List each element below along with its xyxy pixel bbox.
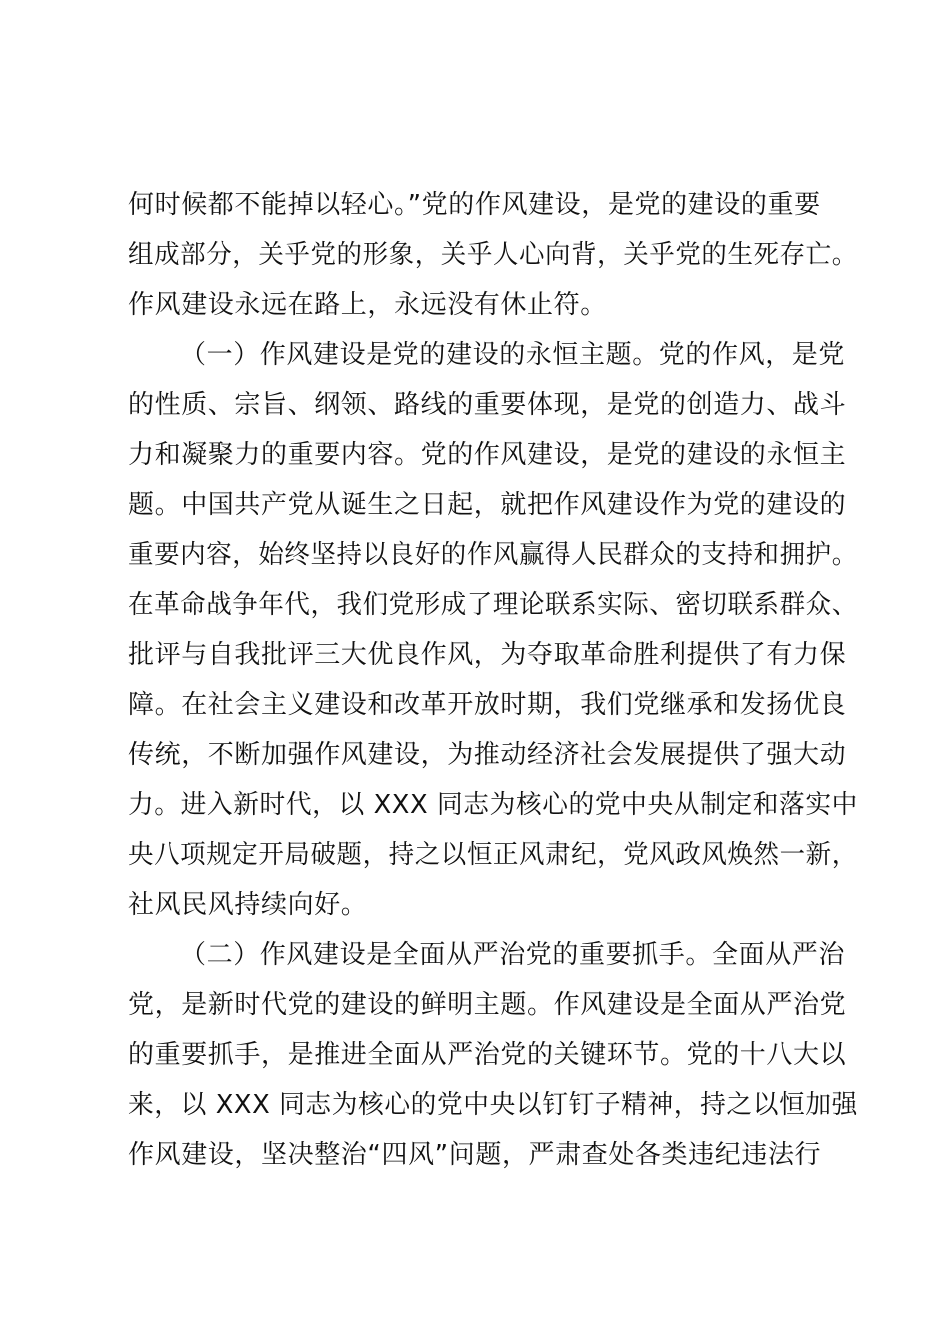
text-line: 力。进入新时代，以 XXX 同志为核心的党中央从制定和落实中 [128, 790, 858, 820]
paragraph-heading-line: （二）作风建设是全面从严治党的重要抓手。全面从严治 [180, 940, 846, 970]
text-line: 何时候都不能掉以轻心。”党的作风建设，是党的建设的重要 [128, 190, 821, 220]
text-line: 重要内容，始终坚持以良好的作风赢得人民群众的支持和拥护。 [128, 540, 858, 570]
text-line: 的重要抓手，是推进全面从严治党的关键环节。党的十八大以 [128, 1040, 847, 1070]
paragraph-heading-line: （一）作风建设是党的建设的永恒主题。党的作风，是党 [180, 340, 846, 370]
text-line: 在革命战争年代，我们党形成了理论联系实际、密切联系群众、 [128, 590, 858, 620]
text-line: 来，以 XXX 同志为核心的党中央以钉钉子精神，持之以恒加强 [128, 1090, 858, 1120]
text-line: 的性质、宗旨、纲领、路线的重要体现，是党的创造力、战斗 [128, 390, 847, 420]
text-line: 社风民风持续向好。 [128, 890, 368, 920]
text-line: 央八项规定开局破题，持之以恒正风肃纪，党风政风焕然一新， [128, 840, 858, 870]
text-line: 力和凝聚力的重要内容。党的作风建设，是党的建设的永恒主 [128, 440, 847, 470]
text-line: 障。在社会主义建设和改革开放时期，我们党继承和发扬优良 [128, 690, 847, 720]
text-line: 批评与自我批评三大优良作风，为夺取革命胜利提供了有力保 [128, 640, 847, 670]
text-line: 党，是新时代党的建设的鲜明主题。作风建设是全面从严治党 [128, 990, 847, 1020]
text-line: 题。中国共产党从诞生之日起，就把作风建设作为党的建设的 [128, 490, 847, 520]
text-line: 传统，不断加强作风建设，为推动经济社会发展提供了强大动 [128, 740, 847, 770]
text-line: 组成部分，关乎党的形象，关乎人心向背，关乎党的生死存亡。 [128, 240, 858, 270]
text-line: 作风建设，坚决整治“四风”问题，严肃查处各类违纪违法行 [128, 1140, 822, 1170]
text-line: 作风建设永远在路上，永远没有休止符。 [128, 290, 607, 320]
